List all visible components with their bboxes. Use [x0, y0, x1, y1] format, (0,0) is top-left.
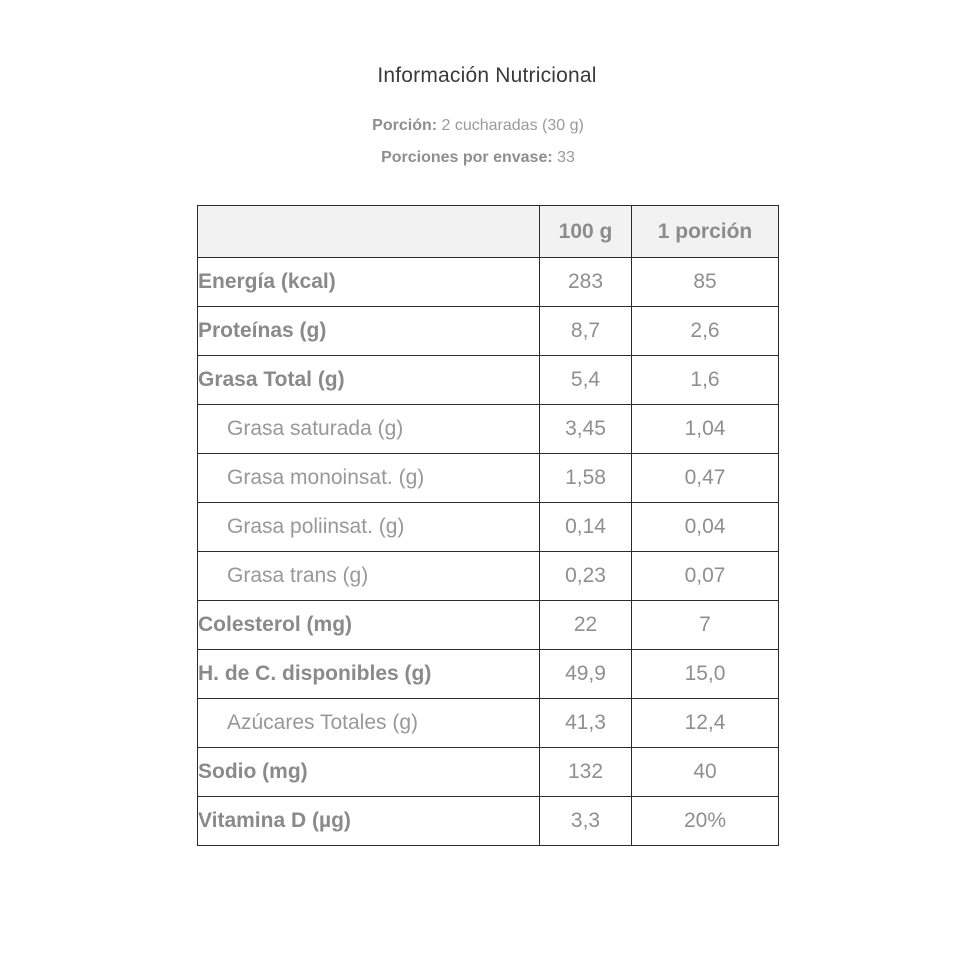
value-per-portion: 7 — [632, 601, 779, 650]
portion-label: Porción: — [372, 117, 438, 134]
table-row — [198, 454, 779, 503]
nutrient-label: Grasa saturada (g) — [198, 405, 540, 454]
table-row — [198, 797, 779, 846]
value-per-portion: 20% — [632, 797, 779, 846]
page-title: Información Nutricional — [377, 64, 597, 87]
nutrient-label: Proteínas (g) — [198, 307, 540, 356]
servings-value: 33 — [552, 149, 575, 166]
table-row — [198, 650, 779, 699]
nutrient-label: Grasa Total (g) — [198, 356, 540, 405]
table-row — [198, 307, 779, 356]
value-per-portion: 40 — [632, 748, 779, 797]
nutrient-label: Grasa trans (g) — [198, 552, 540, 601]
value-per-100g: 3,45 — [540, 405, 632, 454]
table-row — [198, 601, 779, 650]
table-row — [198, 503, 779, 552]
table-row — [198, 748, 779, 797]
nutrient-label: H. de C. disponibles (g) — [198, 650, 540, 699]
table-row — [198, 405, 779, 454]
value-per-100g: 49,9 — [540, 650, 632, 699]
table-row — [198, 258, 779, 307]
table-row — [198, 356, 779, 405]
header-cell-nutrient — [198, 206, 540, 258]
value-per-100g: 0,14 — [540, 503, 632, 552]
value-per-100g: 41,3 — [540, 699, 632, 748]
value-per-100g: 0,23 — [540, 552, 632, 601]
value-per-portion: 0,04 — [632, 503, 779, 552]
value-per-portion: 1,6 — [632, 356, 779, 405]
header-cell-per-100g: 100 g — [540, 206, 632, 258]
table-row — [198, 552, 779, 601]
value-per-portion: 0,07 — [632, 552, 779, 601]
value-per-100g: 132 — [540, 748, 632, 797]
value-per-portion: 2,6 — [632, 307, 779, 356]
portion-info — [0, 117, 956, 135]
nutrient-label: Grasa poliinsat. (g) — [198, 503, 540, 552]
value-per-100g: 283 — [540, 258, 632, 307]
value-per-portion: 0,47 — [632, 454, 779, 503]
nutrient-label: Azúcares Totales (g) — [198, 699, 540, 748]
table-row — [198, 699, 779, 748]
servings-label: Porciones por envase: — [381, 149, 553, 166]
value-per-portion: 15,0 — [632, 650, 779, 699]
value-per-portion: 12,4 — [632, 699, 779, 748]
header-cell-per-portion: 1 porción — [632, 206, 779, 258]
nutrient-label: Energía (kcal) — [198, 258, 540, 307]
servings-info — [0, 149, 956, 167]
table-header-row — [198, 206, 779, 258]
value-per-100g: 5,4 — [540, 356, 632, 405]
nutrient-label: Sodio (mg) — [198, 748, 540, 797]
nutrition-table — [197, 205, 779, 846]
value-per-100g: 8,7 — [540, 307, 632, 356]
portion-value: 2 cucharadas (30 g) — [437, 117, 584, 134]
nutrient-label: Colesterol (mg) — [198, 601, 540, 650]
nutrient-label: Grasa monoinsat. (g) — [198, 454, 540, 503]
value-per-100g: 22 — [540, 601, 632, 650]
value-per-portion: 85 — [632, 258, 779, 307]
nutrient-label: Vitamina D (µg) — [198, 797, 540, 846]
value-per-100g: 3,3 — [540, 797, 632, 846]
value-per-100g: 1,58 — [540, 454, 632, 503]
value-per-portion: 1,04 — [632, 405, 779, 454]
